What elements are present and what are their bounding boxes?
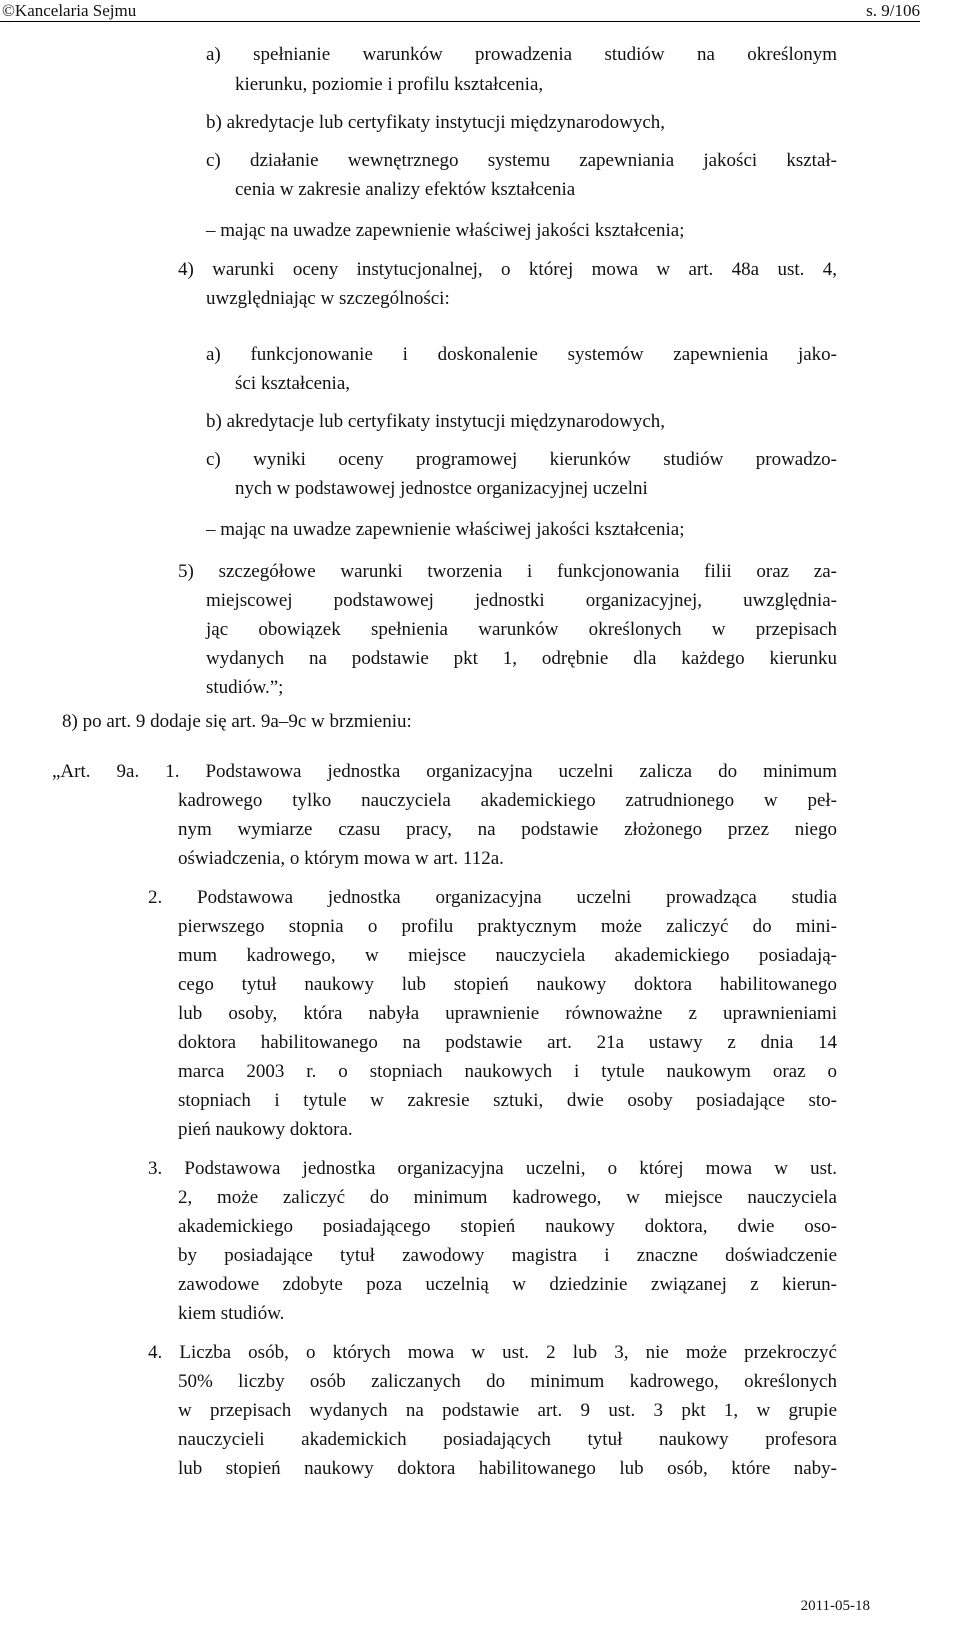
- text-line: oświadczenia, o którym mowa w art. 112a.: [178, 848, 504, 869]
- text-line: c) wyniki oceny programowej kierunków studiów prowadzo-: [206, 449, 837, 470]
- footer-date: 2011-05-18: [800, 1598, 870, 1614]
- text-line: b) akredytacje lub certyfikaty instytucji międzynarodowych,: [206, 411, 666, 432]
- text-line: 5) szczegółowe warunki tworzenia i funkcjonowania filii oraz za-: [178, 561, 837, 582]
- text-line: doktora habilitowanego na podstawie art. 21a ustawy z dnia 14: [178, 1032, 837, 1053]
- text-line: nych w podstawowej jednostce organizacyjnej uczelni: [235, 478, 648, 499]
- text-line: a) funkcjonowanie i doskonalenie systemów zapewnienia jako-: [206, 344, 837, 365]
- text-line: 4) warunki oceny instytucjonalnej, o której mowa w art. 48a ust. 4,: [178, 259, 837, 280]
- text-line: 4. Liczba osób, o których mowa w ust. 2 lub 3, nie może przekroczyć: [148, 1342, 837, 1363]
- text-line: c) działanie wewnętrznego systemu zapewniania jakości kształ-: [206, 150, 837, 171]
- header-divider: [0, 21, 920, 22]
- text-line: cenia w zakresie analizy efektów kształcenia: [235, 179, 576, 200]
- text-line: akademickiego posiadającego stopień naukowy doktora, dwie oso-: [178, 1216, 837, 1237]
- text-line: cego tytuł naukowy lub stopień naukowy doktora habilitowanego: [178, 974, 837, 995]
- text-line: uwzględniając w szczególności:: [206, 288, 450, 309]
- text-line: jąc obowiązek spełnienia warunków określonych w przepisach: [206, 619, 837, 640]
- header-page-number: s. 9/106: [866, 1, 920, 20]
- text-line: ści kształcenia,: [235, 373, 351, 394]
- text-line: kadrowego tylko nauczyciela akademickiego zatrudnionego w peł-: [178, 790, 837, 811]
- text-line: lub osoby, która nabyła uprawnienie równoważne z uprawnieniami: [178, 1003, 837, 1024]
- text-line: 3. Podstawowa jednostka organizacyjna uczelni, o której mowa w ust.: [148, 1158, 837, 1179]
- text-line: marca 2003 r. o stopniach naukowych i tytule naukowym oraz o: [178, 1061, 837, 1082]
- text-line: – mając na uwadze zapewnienie właściwej jakości kształcenia;: [206, 519, 685, 540]
- text-line: pierwszego stopnia o profilu praktycznym może zaliczyć do mini-: [178, 916, 837, 937]
- text-line: nym wymiarze czasu pracy, na podstawie złożonego przez niego: [178, 819, 837, 840]
- header-source: ©Kancelaria Sejmu: [2, 1, 137, 20]
- text-line: lub stopień naukowy doktora habilitowanego lub osób, które naby-: [178, 1458, 837, 1479]
- text-line: pień naukowy doktora.: [178, 1119, 353, 1140]
- text-line: b) akredytacje lub certyfikaty instytucji międzynarodowych,: [206, 112, 666, 133]
- page-header: [2, 0, 920, 22]
- text-line: mum kadrowego, w miejsce nauczyciela akademickiego posiadają-: [178, 945, 837, 966]
- text-line: „Art. 9a. 1. Podstawowa jednostka organizacyjna uczelni zalicza do minimum: [52, 761, 837, 782]
- text-line: wydanych na podstawie pkt 1, odrębnie dla każdego kierunku: [206, 648, 837, 669]
- text-line: kiem studiów.: [178, 1303, 285, 1324]
- text-line: 8) po art. 9 dodaje się art. 9a–9c w brzmieniu:: [62, 711, 412, 732]
- text-line: w przepisach wydanych na podstawie art. 9 ust. 3 pkt 1, w grupie: [178, 1400, 837, 1421]
- text-line: kierunku, poziomie i profilu kształcenia,: [235, 74, 544, 95]
- text-line: stopniach i tytule w zakresie sztuki, dwie osoby posiadające sto-: [178, 1090, 837, 1111]
- text-line: by posiadające tytuł zawodowy magistra i znaczne doświadczenie: [178, 1245, 837, 1266]
- text-line: – mając na uwadze zapewnienie właściwej jakości kształcenia;: [206, 220, 685, 241]
- text-line: nauczycieli akademickich posiadających tytuł naukowy profesora: [178, 1429, 837, 1450]
- text-line: studiów.”;: [206, 677, 284, 698]
- text-line: a) spełnianie warunków prowadzenia studiów na określonym: [206, 44, 837, 65]
- text-line: zawodowe zdobyte poza uczelnią w dziedzinie związanej z kierun-: [178, 1274, 837, 1295]
- text-line: 50% liczby osób zaliczanych do minimum kadrowego, określonych: [178, 1371, 837, 1392]
- text-line: 2, może zaliczyć do minimum kadrowego, w miejsce nauczyciela: [178, 1187, 837, 1208]
- text-line: miejscowej podstawowej jednostki organizacyjnej, uwzględnia-: [206, 590, 837, 611]
- text-line: 2. Podstawowa jednostka organizacyjna uczelni prowadząca studia: [148, 887, 837, 908]
